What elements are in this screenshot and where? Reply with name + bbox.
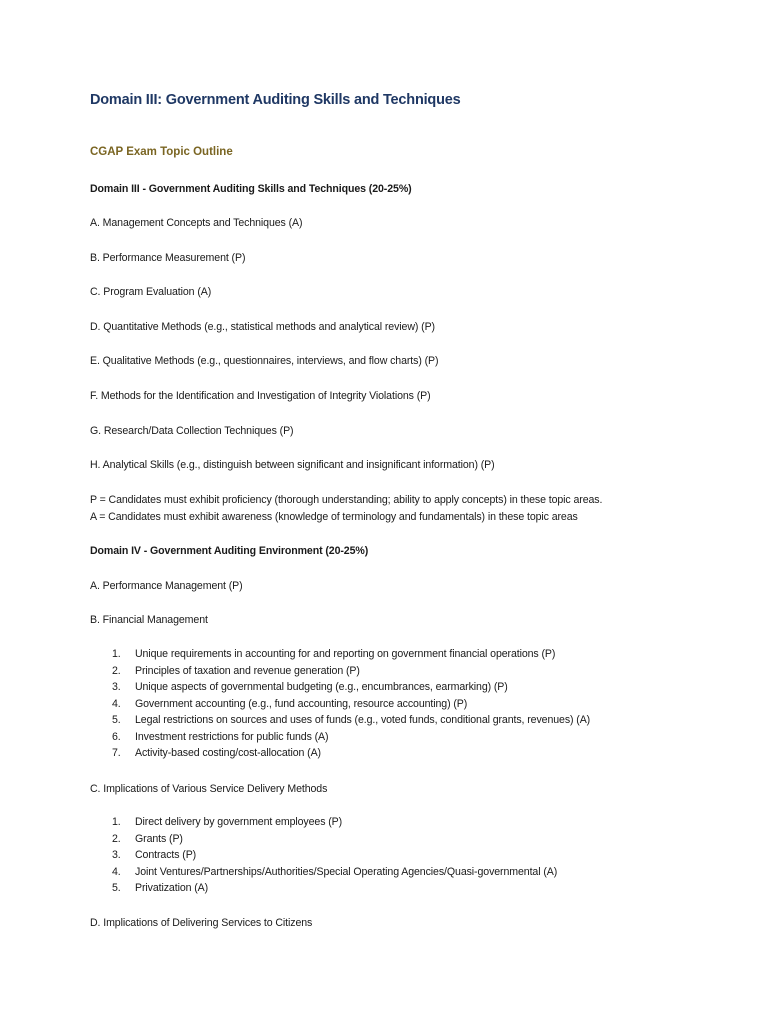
legend-proficiency: P = Candidates must exhibit proficiency (thorough understanding; ability to apply concepts) in these topic areas. — [90, 494, 603, 506]
page-title: Domain III: Government Auditing Skills and Techniques — [90, 92, 461, 108]
domain3-item-g: G. Research/Data Collection Techniques (P) — [90, 425, 294, 437]
domain4-section-a: A. Performance Management (P) — [90, 580, 243, 592]
domain3-item-a: A. Management Concepts and Techniques (A) — [90, 217, 303, 229]
legend-awareness: A = Candidates must exhibit awareness (knowledge of terminology and fundamentals) in these topic areas — [90, 511, 578, 523]
page-subtitle: CGAP Exam Topic Outline — [90, 146, 233, 158]
domain3-heading: Domain III - Government Auditing Skills and Techniques (20-25%) — [90, 183, 412, 195]
domain3-item-d: D. Quantitative Methods (e.g., statistical methods and analytical review) (P) — [90, 321, 435, 333]
domain3-item-f: F. Methods for the Identification and Investigation of Integrity Violations (P) — [90, 390, 431, 402]
domain3-item-e: E. Qualitative Methods (e.g., questionnaires, interviews, and flow charts) (P) — [90, 355, 439, 367]
domain4-section-b: B. Financial Management — [90, 614, 208, 626]
domain3-item-h: H. Analytical Skills (e.g., distinguish between significant and insignificant information) (P) — [90, 459, 495, 471]
domain4-heading: Domain IV - Government Auditing Environment (20-25%) — [90, 545, 369, 557]
domain3-item-b: B. Performance Measurement (P) — [90, 252, 246, 264]
domain4-section-d: D. Implications of Delivering Services to Citizens — [90, 917, 313, 929]
domain3-item-c: C. Program Evaluation (A) — [90, 286, 212, 298]
domain4-section-c: C. Implications of Various Service Delivery Methods — [90, 783, 328, 795]
